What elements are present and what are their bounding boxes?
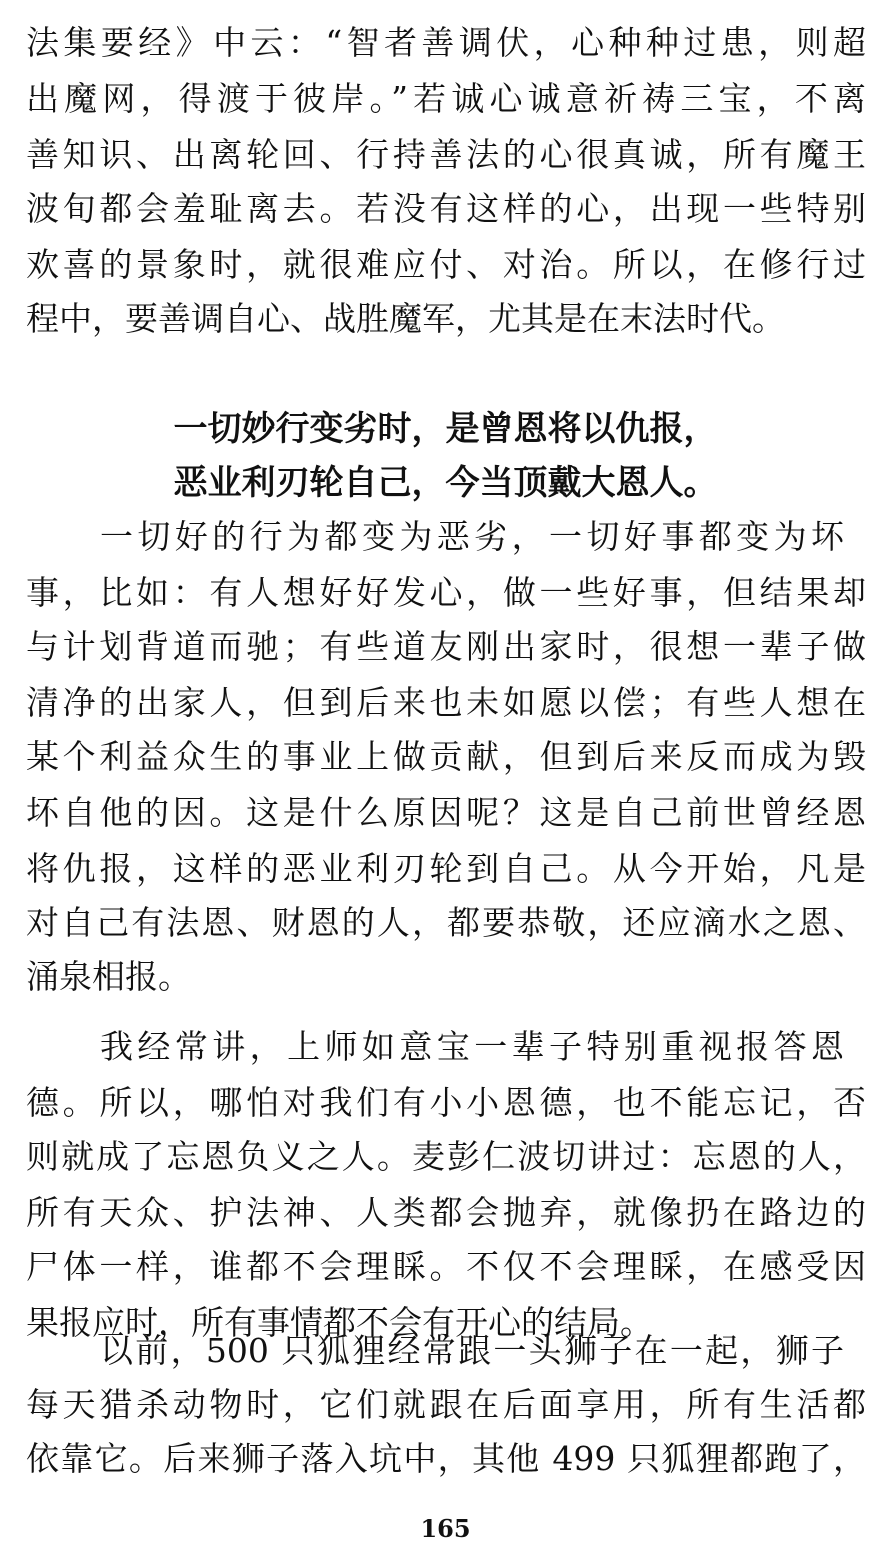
text-line: 则就成了忘恩负义之人。麦彭仁波切讲过：忘恩的人， [26,1137,866,1176]
text-line: 欢喜的景象时，就很难应付、对治。所以，在修行过 [26,245,866,284]
text-line: 一切好的行为都变为恶劣，一切好事都变为坏 [100,517,844,556]
text-line: 对自己有法恩、财恩的人，都要恭敬，还应滴水之恩、 [26,903,866,942]
text-line: 德。所以，哪怕对我们有小小恩德，也不能忘记，否 [26,1083,866,1122]
verse-line-1: 一切妙行变劣时，是曾恩将以仇报， [173,409,718,449]
text-line: 以前，500 只狐狸经常跟一头狮子在一起，狮子 [100,1331,844,1370]
text-line: 清净的出家人，但到后来也未如愿以偿；有些人想在 [26,683,866,722]
text-line: 所有天众、护法神、人类都会抛弃，就像扔在路边的 [26,1193,866,1232]
text-line: 出魔网，得渡于彼岸。”若诚心诚意祈祷三宝，不离 [26,79,866,118]
text-line: 果报应时，所有事情都不会有开心的结局。 [26,1303,653,1342]
text-line: 每天猎杀动物时，它们就跟在后面享用，所有生活都 [26,1385,866,1424]
page-number: 165 [420,1514,471,1543]
text-line: 我经常讲，上师如意宝一辈子特别重视报答恩 [100,1027,844,1066]
text-line: 程中，要善调自心、战胜魔军，尤其是在末法时代。 [26,299,785,338]
text-line: 依靠它。后来狮子落入坑中，其他 499 只狐狸都跑了， [26,1439,866,1478]
verse-line-2: 恶业利刃轮自己，今当顶戴大恩人。 [173,463,718,503]
text-line: 坏自他的因。这是什么原因呢？这是自己前世曾经恩 [26,793,866,832]
text-line: 涌泉相报。 [26,957,191,996]
text-line: 事，比如：有人想好好发心，做一些好事，但结果却 [26,573,866,612]
text-line: 波旬都会羞耻离去。若没有这样的心，出现一些特别 [26,189,866,228]
text-line: 尸体一样，谁都不会理睬。不仅不会理睬，在感受因 [26,1247,866,1286]
text-line: 善知识、出离轮回、行持善法的心很真诚，所有魔王 [26,135,866,174]
text-line: 法集要经》中云：“智者善调伏，心种种过患，则超 [26,23,866,62]
text-line: 将仇报，这样的恶业利刃轮到自己。从今开始，凡是 [26,849,866,888]
text-line: 与计划背道而驰；有些道友刚出家时，很想一辈子做 [26,627,866,666]
text-line: 某个利益众生的事业上做贡献，但到后来反而成为毁 [26,737,866,776]
